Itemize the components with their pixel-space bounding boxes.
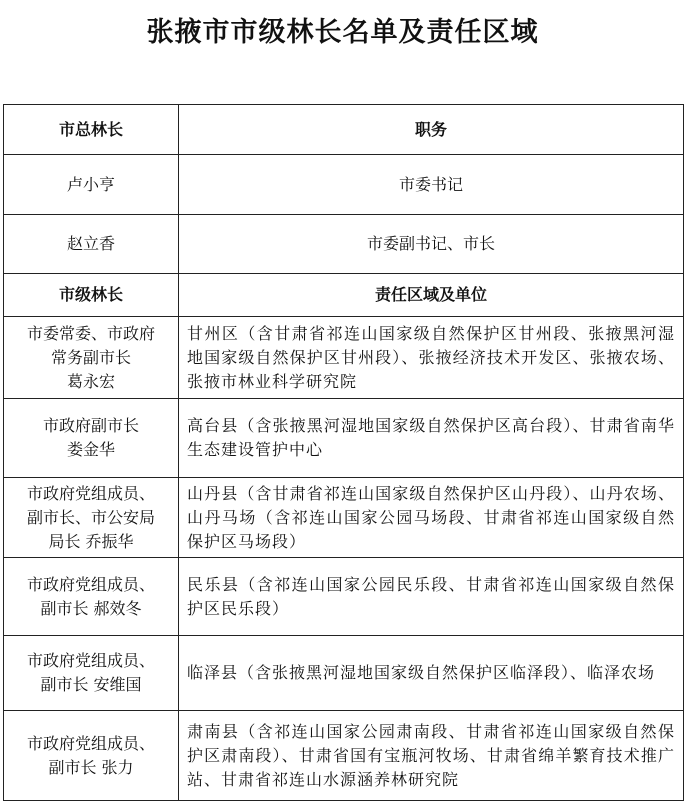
chief-name: 赵立香 [4,215,179,274]
table-row [4,558,684,636]
chief-title-line: 副市长 郝效冬 [40,598,142,618]
table-row [4,711,684,801]
chief-title-cell [4,399,179,478]
chief-title-cell [4,478,179,558]
responsibility-area: 肃南县（含祁连山国家公园肃南段、甘肃省祁连山国家级自然保护区肃南段）、甘肃省国有宝瓶河牧场、甘肃省绵羊繁育技术推广站、甘肃省祁连山水源涵养林研究院 [179,711,684,801]
chief-title-line: 局长 乔振华 [48,531,134,551]
table-row [4,155,684,215]
responsibility-area: 甘州区（含甘肃省祁连山国家级自然保护区甘州段、张掖黑河湿地国家级自然保护区甘州段）、张掖经济技术开发区、张掖农场、张掖市林业科学研究院 [179,317,684,399]
table-row [4,478,684,558]
chief-name: 卢小亨 [4,155,179,215]
table-row [4,317,684,399]
chief-title-line: 市政府副市长 [42,416,139,435]
chief-title-line: 常务副市长 [50,347,131,367]
chief-title-line: 副市长 安维国 [40,675,142,694]
responsibility-area: 临泽县（含张掖黑河湿地国家级自然保护区临泽段）、临泽农场 [179,636,684,711]
chief-title-line: 市政府党组成员、 [26,651,155,670]
chief-title-line: 葛永宏 [66,371,115,391]
responsibility-area: 高台县（含张掖黑河湿地国家级自然保护区高台段）、甘肃省南华生态建设管护中心 [179,399,684,478]
chief-title-line: 市政府党组成员、 [26,574,155,594]
chief-title-line: 市政府党组成员、 [26,733,155,753]
table-row [4,636,684,711]
chief-title-cell [4,636,179,711]
header-row-general [4,105,684,155]
page-title: 张掖市市级林长名单及责任区域 [146,17,539,48]
chief-title-line: 市委常委、市政府 [26,323,155,343]
header-cell-area: 责任区域及单位 [179,274,684,317]
forest-chief-table [3,104,684,801]
chief-title-line: 市政府党组成员、 [26,483,155,503]
chief-title-cell [4,711,179,801]
header-cell-city-chief: 市级林长 [4,274,179,317]
header-row-city [4,274,684,317]
chief-title-line: 副市长、市公安局 [26,507,155,527]
table-row [4,215,684,274]
chief-title-cell [4,317,179,399]
header-cell-general-chief: 市总林长 [4,105,179,155]
chief-title-cell [4,558,179,636]
table-row [4,399,684,478]
header-cell-position: 职务 [179,105,684,155]
responsibility-area: 民乐县（含祁连山国家公园民乐段、甘肃省祁连山国家级自然保护区民乐段） [179,558,684,636]
chief-title-line: 副市长 张力 [48,757,134,777]
chief-duty: 市委副书记、市长 [179,215,684,274]
chief-duty: 市委书记 [179,155,684,215]
responsibility-area: 山丹县（含甘肃省祁连山国家级自然保护区山丹段）、山丹农场、山丹马场（含祁连山国家公园马场段、甘肃省祁连山国家级自然保护区马场段） [179,478,684,558]
chief-title-line: 娄金华 [66,440,115,459]
